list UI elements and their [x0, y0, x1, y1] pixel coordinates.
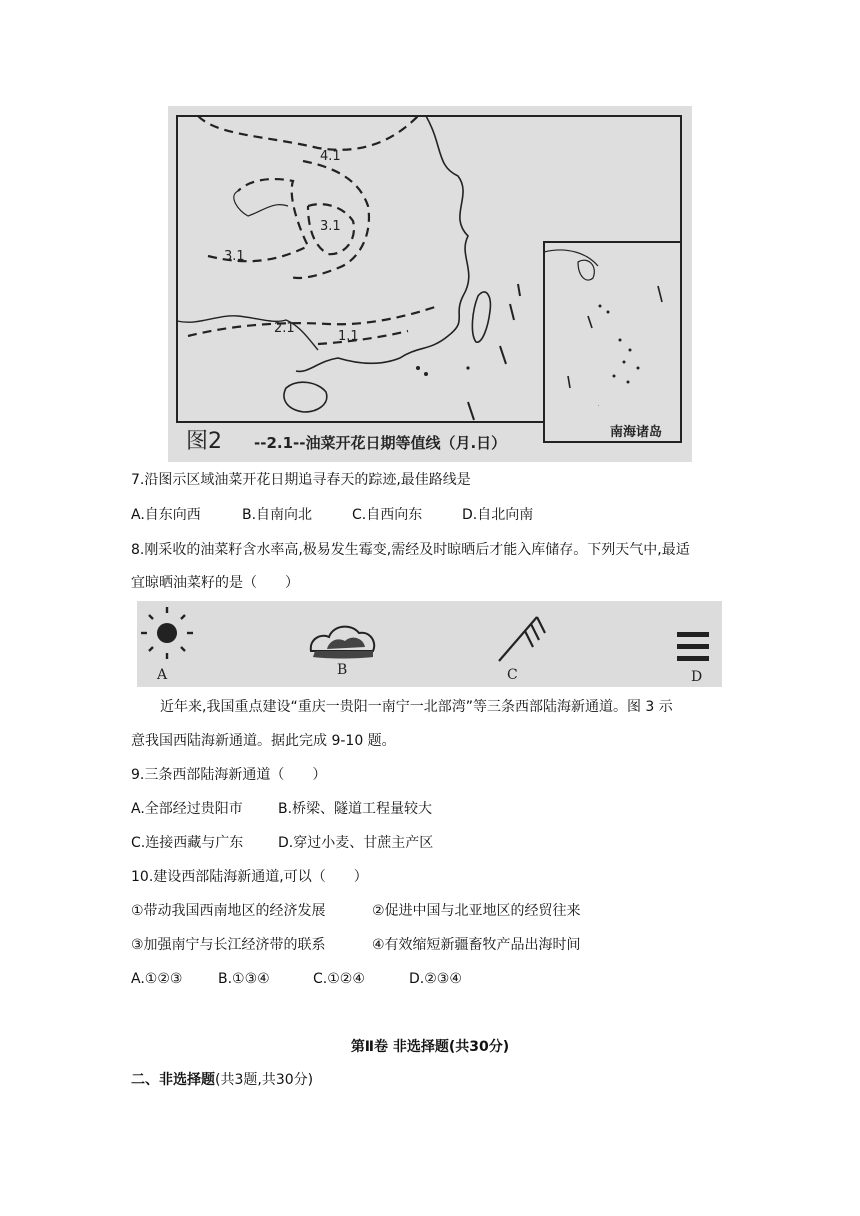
q7-option-a[interactable]: A.自东向西	[131, 507, 201, 523]
weather-label-c: C	[507, 667, 518, 683]
weather-symbols-figure	[137, 601, 722, 687]
weather-label-d: D	[691, 669, 703, 685]
q9-option-c[interactable]: C.连接西藏与广东	[131, 835, 244, 851]
q10-option-a[interactable]: A.①②③	[131, 971, 183, 987]
part2-title: 第Ⅱ卷 非选择题(共30分)	[350, 1039, 510, 1055]
q7-option-b[interactable]: B.自南向北	[242, 507, 313, 523]
part2-heading-bold: 二、非选择题	[131, 1072, 215, 1088]
part2-heading	[131, 1070, 313, 1090]
part2-heading-rest: (共3题,共30分)	[215, 1072, 314, 1088]
taiwan-island	[472, 292, 490, 342]
q10-item-1: ①带动我国西南地区的经济发展	[131, 903, 326, 919]
weather-label-b: B	[337, 662, 348, 678]
q9-option-d[interactable]: D.穿过小麦、甘蔗主产区	[278, 835, 434, 851]
q7-stem: 7.沿图示区域油菜开花日期追寻春天的踪迹,最佳路线是	[131, 472, 471, 488]
sun-icon[interactable]	[141, 607, 193, 659]
q9-option-b[interactable]: B.桥梁、隧道工程量较大	[278, 801, 433, 817]
q10-option-d[interactable]: D.②③④	[409, 971, 462, 987]
isoline-label: 1.1	[338, 329, 359, 344]
isoline-3-1-west	[208, 179, 308, 261]
q10-item-4: ④有效缩短新疆畜牧产品出海时间	[372, 937, 581, 953]
isoline-label: 2.1	[274, 321, 295, 336]
hainan-island	[284, 382, 327, 412]
q8-stem-line2: 宜晾晒油菜籽的是（ ）	[131, 575, 299, 591]
weather-label-a: A	[157, 667, 168, 683]
q7-option-c[interactable]: C.自西向东	[352, 507, 423, 523]
q10-item-3: ③加强南宁与长江经济带的联系	[131, 937, 326, 953]
isoline-label: 3.1	[224, 249, 245, 264]
q10-item-2: ②促进中国与北亚地区的经贸往来	[372, 903, 581, 919]
isoline-label: 4.1	[320, 149, 341, 164]
q8-stem-line1: 8.刚采收的油菜籽含水率高,极易发生霉变,需经及时晾晒后才能入库储存。下列天气中,最适	[131, 542, 690, 558]
figure-legend: --2.1--油菜开花日期等值线（月.日）	[254, 434, 507, 452]
q10-option-c[interactable]: C.①②④	[313, 971, 365, 987]
isoline-1-1	[318, 331, 408, 344]
cloudy-icon[interactable]	[311, 627, 374, 659]
isoline-label: 3.1	[320, 219, 341, 234]
q9-stem: 9.三条西部陆海新通道（ ）	[131, 767, 327, 783]
q10-option-b[interactable]: B.①③④	[218, 971, 270, 987]
fog-icon[interactable]	[677, 632, 709, 661]
q10-stem: 10.建设西部陆海新通道,可以（ ）	[131, 869, 368, 885]
isoline-4-1	[198, 116, 418, 150]
inset-label: 南海诸岛	[610, 425, 663, 440]
flowering-isoline-map	[168, 106, 692, 462]
intro-line2: 意我国西陆海新通道。据此完成 9-10 题。	[131, 733, 396, 749]
intro-line1: 近年来,我国重点建设“重庆一贵阳一南宁一北部湾”等三条西部陆海新通道。图 3 示	[160, 699, 673, 715]
q9-option-a[interactable]: A.全部经过贵阳市	[131, 801, 243, 817]
border-line	[177, 316, 318, 350]
figure-number: 图2	[186, 429, 222, 454]
isoline-2-1	[188, 306, 438, 336]
q7-option-d[interactable]: D.自北向南	[462, 507, 534, 523]
river-line	[234, 191, 288, 216]
wind-icon[interactable]	[499, 617, 545, 661]
